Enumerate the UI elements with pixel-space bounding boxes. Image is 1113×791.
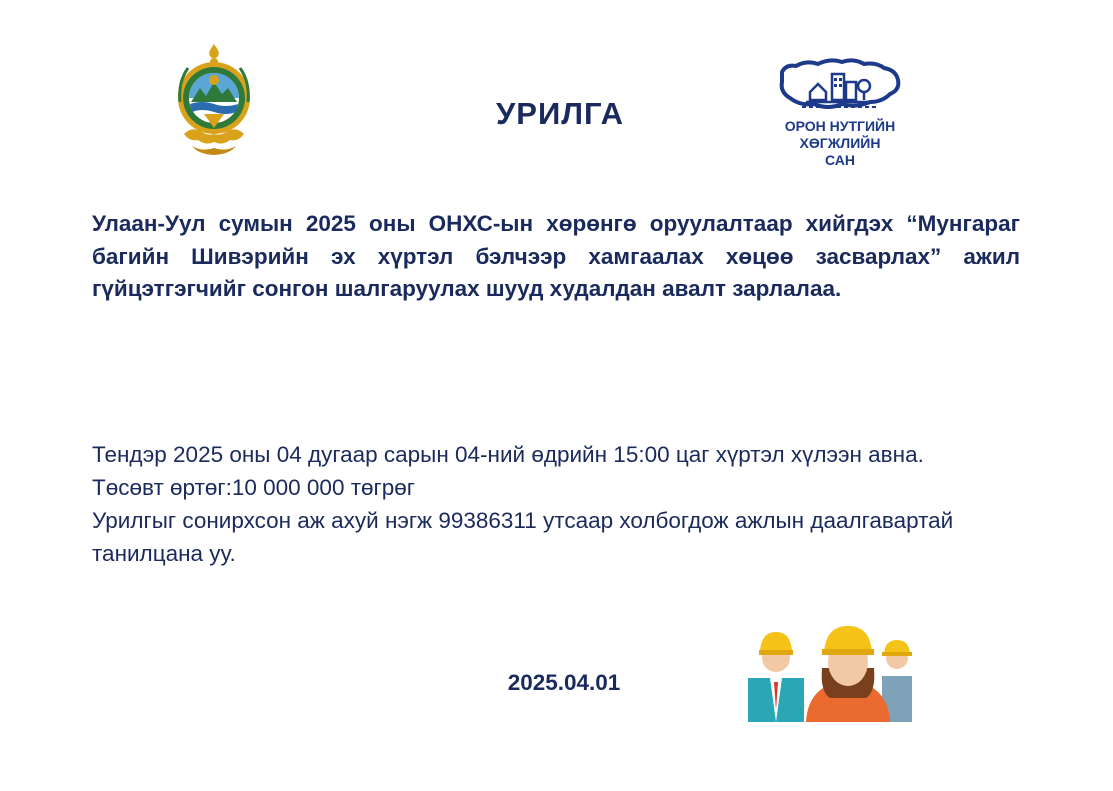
tender-deadline: Тендэр 2025 оны 04 дугаар сарын 04-ний өдрийн 15:00 цаг хүртэл хүлээн авна.	[92, 442, 924, 467]
fund-name-line: ОРОН НУТГИЙН	[784, 118, 896, 134]
announcement-lead: Улаан-Уул сумын 2025 оны ОНХС-ын хөрөнгө оруулалтаар хийгдэх “Мунгараг багийн Шивэрийн эх хүртэл бэлчээр хамгаалах хөцөө засварлах” ажил гүйцэтгэгчийг сонгон шалгаруулах шууд худалдан авалт зарлалаа.	[92, 211, 1020, 301]
fund-name-line: ХӨГЖЛИЙН	[799, 135, 881, 151]
fund-name-line: САН	[825, 152, 855, 168]
construction-workers-icon	[748, 618, 916, 722]
announcement-details	[92, 438, 1020, 570]
budget-amount: Төсөвт өртөг:10 000 000 төгрөг	[92, 475, 415, 500]
contact-info: Урилгыг сонирхсон аж ахуй нэгж 99386311 утсаар холбогдож ажлын даалгавартай танилцана уу.	[92, 508, 954, 566]
page-title: УРИЛГА	[495, 96, 624, 131]
announcement-date: 2025.04.01	[507, 670, 621, 695]
fund-name	[760, 118, 920, 169]
soum-emblem-icon	[172, 42, 256, 158]
